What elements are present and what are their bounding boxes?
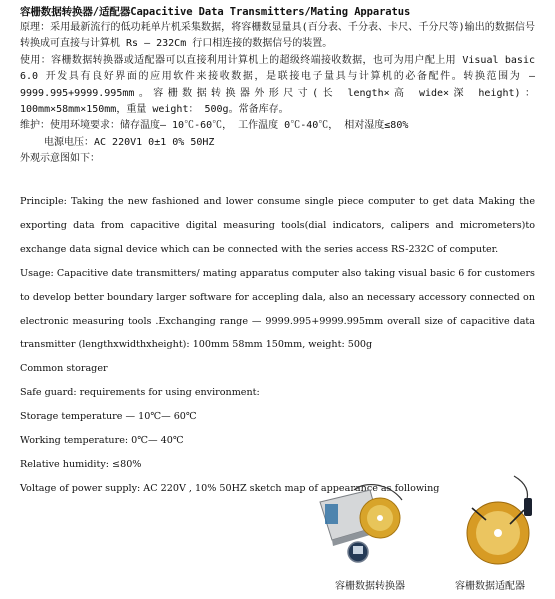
en-storage-temp: Storage temperature — 10℃— 60℃ — [20, 411, 197, 423]
en-humidity: Relative humidity: ≤80% — [20, 458, 142, 470]
zh-usage: 使用：容栅数据转换器或适配器可以直接利用计算机上的超级终端接收数据，也可为用户配上用 Visual basic 6.0 开发具有良好界面的应用软件来接收数据，是联接电子量具与计算机的必备配件。转换范围为 — 9999.995+9999.995mm。容栅数据转换器外形尺寸(长 length×高 wide×深 height)：100mm×58mm×150mm，重量 weight： 500g。常备库存。 — [20, 54, 535, 116]
chinese-section — [20, 20, 535, 168]
zh-power: 电源电压：AC 220V1 0±1 0% 50HZ — [44, 136, 215, 148]
en-principle: Principle: Taking the new fashioned and lower consume single piece computer to get data Making the exporting data from capacitive digital measuring tools(dial indicators, calipers and micrometers)to exchange data signal device which can be connected with the series access RS-232C of computer. — [20, 196, 535, 255]
en-usage: Usage: Capacitive date transmitters/ mating apparatus computer also taking visual basic 6 for customers to develop better boundary larger software for accepling dala, also an necessary accessory connected on electronic measuring tools .Exchanging range — 9999.995+9999.995mm overall size of capacitive data transmitter (lengthxwidthxheight): 100mm 58mm 150mm, weight: 500g — [20, 267, 535, 351]
zh-maintenance: 维护：使用环境要求：储存温度— 10℃-60℃， 工作温度 0℃-40℃， 相对湿度≤80% — [20, 120, 409, 132]
english-section — [20, 190, 535, 501]
caption-transmitter: 容栅数据转换器 — [335, 581, 405, 592]
zh-sketch: 外观示意图如下： — [20, 153, 100, 165]
transmitter-photo — [318, 482, 406, 564]
en-storage: Common storager — [20, 363, 108, 375]
caption-adapter: 容栅数据适配器 — [455, 581, 525, 592]
en-voltage: Voltage of power supply: AC 220V , 10% 50HZ sketch map of appearance as following — [20, 482, 440, 494]
zh-principle: 原理：采用最新流行的低功耗单片机采集数据，将容栅数显量具(百分表、千分表、卡尺、千分尺等)输出的数据信号转换成可直接与计算机 Rs — 232Cm 行口相连接的数据信号的装置。 — [20, 22, 535, 50]
adapter-photo — [462, 468, 542, 568]
en-safe-guard: Safe guard: requirements for using environment: — [20, 387, 260, 399]
document-title: 容栅数据转换器/适配器Capacitive Data Transmitters/Mating Apparatus — [20, 6, 411, 18]
en-working-temp: Working temperature: 0℃— 40℃ — [20, 435, 184, 447]
